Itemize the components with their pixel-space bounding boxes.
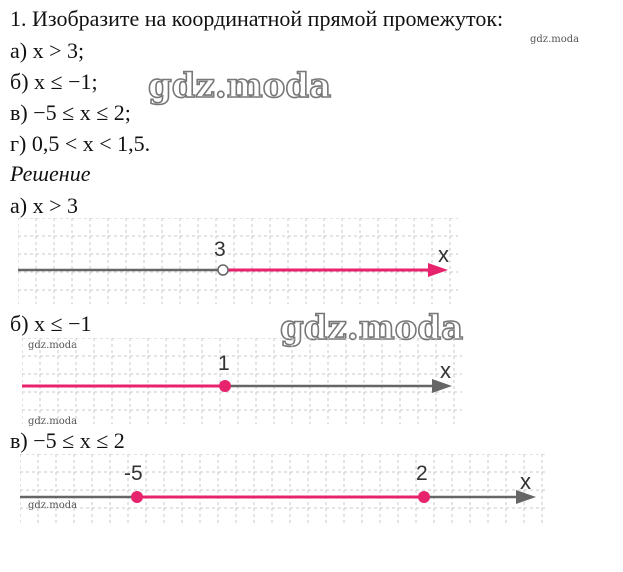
solution-heading: Решение	[10, 161, 91, 186]
axis-label-c: x	[520, 469, 531, 494]
closed-point-c-left	[131, 491, 143, 503]
solution-b-label: б) x ≤ −1	[10, 311, 92, 336]
closed-point-c-right	[418, 491, 430, 503]
closed-point-b	[219, 380, 231, 392]
point-label-c-left: -5	[124, 462, 143, 485]
solution-c-label: в) −5 ≤ x ≤ 2	[10, 428, 125, 453]
point-label-a: 3	[214, 238, 226, 261]
open-point-a	[218, 265, 228, 275]
watermark-small: gdz.moda	[530, 34, 580, 45]
watermark-big: gdz.moda	[148, 66, 332, 106]
watermark-small-2: gdz.moda	[28, 340, 78, 351]
point-label-b: 1	[218, 352, 230, 375]
number-line-b	[22, 338, 467, 424]
watermark-small-3: gdz.moda	[28, 416, 78, 427]
axis-label-a: x	[438, 242, 449, 267]
point-label-c-right: 2	[416, 462, 428, 485]
task-item-b: б) x ≤ −1;	[10, 69, 98, 94]
watermark-small-4: gdz.moda	[28, 500, 78, 511]
task-item-a: а) x > 3;	[10, 38, 85, 63]
number-line-a	[18, 218, 463, 304]
task-title: 1. Изобразите на координатной прямой промежуток:	[10, 6, 504, 31]
axis-label-b: x	[440, 358, 451, 383]
watermark-big-2: gdz.moda	[280, 308, 464, 348]
task-item-d: г) 0,5 < x < 1,5.	[10, 131, 151, 156]
number-line-c	[20, 454, 550, 524]
solution-a-label: а) x > 3	[10, 193, 78, 218]
task-item-c: в) −5 ≤ x ≤ 2;	[10, 100, 131, 125]
